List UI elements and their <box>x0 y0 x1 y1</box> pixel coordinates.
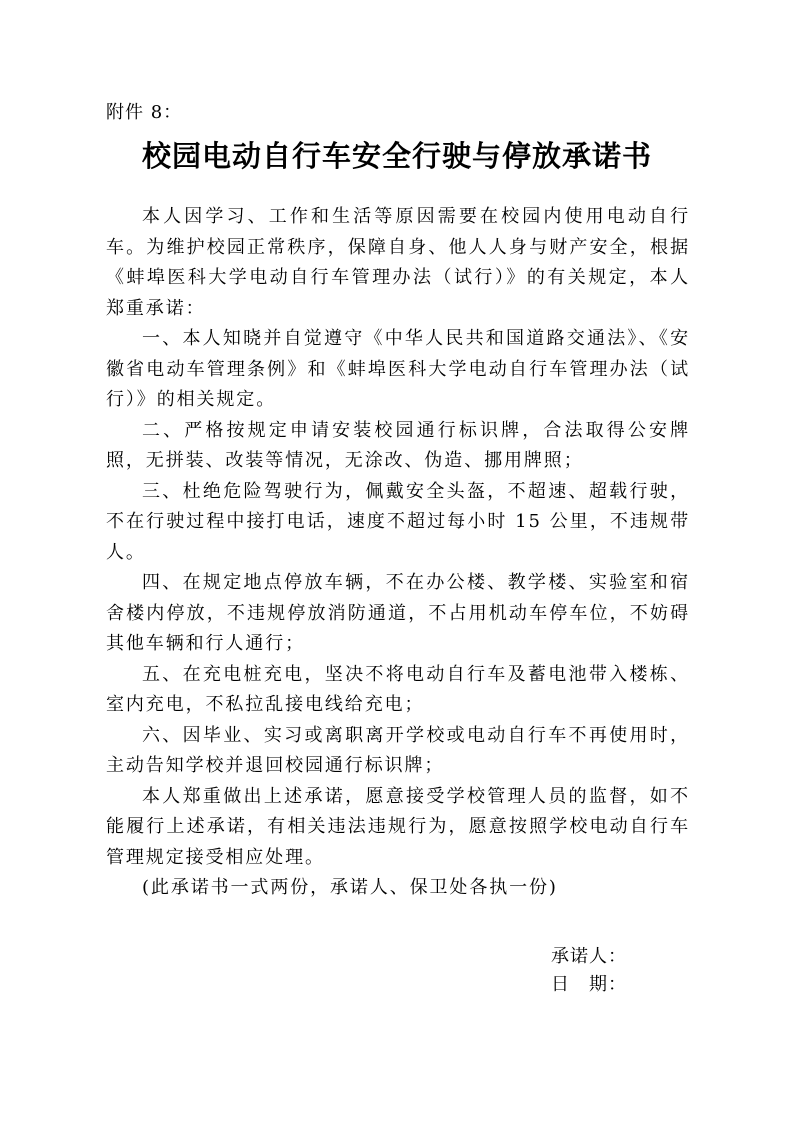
commitment-item-5: 五、在充电桩充电，坚决不将电动自行车及蓄电池带入楼栋、室内充电，不私拉乱接电线给充电； <box>106 663 690 715</box>
document-title: 校园电动自行车安全行驶与停放承诺书 <box>141 139 652 173</box>
attachment-label: 附件 8： <box>106 102 183 123</box>
document-body <box>106 202 690 904</box>
commitment-item-3: 三、杜绝危险驾驶行为，佩戴安全头盔，不超速、超载行驶，不在行驶过程中接打电话，速度不超过每小时 15 公里，不违规带人。 <box>106 480 690 563</box>
intro-paragraph: 本人因学习、工作和生活等原因需要在校园内使用电动自行车。为维护校园正常秩序，保障自身、他人人身与财产安全，根据《蚌埠医科大学电动自行车管理办法（试行）》的有关规定，本人郑重承诺： <box>106 206 690 319</box>
declaration-paragraph: 本人郑重做出上述承诺，愿意接受学校管理人员的监督，如不能履行上述承诺，有相关违法违规行为，愿意按照学校电动自行车管理规定接受相应处理。 <box>106 785 690 868</box>
commitment-item-4: 四、在规定地点停放车辆，不在办公楼、教学楼、实验室和宿舍楼内停放，不违规停放消防通道，不占用机动车停车位，不妨碍其他车辆和行人通行； <box>106 572 690 654</box>
commitment-item-6: 六、因毕业、实习或离职离开学校或电动自行车不再使用时，主动告知学校并退回校园通行标识牌； <box>106 724 690 776</box>
copies-note: (此承诺书一式两份，承诺人、保卫处各执一份) <box>142 877 558 898</box>
commitment-item-2: 二、严格按规定申请安装校园通行标识牌，合法取得公安牌照，无拼装、改装等情况，无涂改、伪造、挪用牌照； <box>106 419 690 471</box>
date-label: 日 期： <box>551 974 627 995</box>
promisor-signature-label: 承诺人： <box>551 946 627 967</box>
commitment-item-1: 一、本人知晓并自觉遵守《中华人民共和国道路交通法》、《安徽省电动车管理条例》和《蚌埠医科大学电动自行车管理办法（试行）》的相关规定。 <box>106 328 690 410</box>
